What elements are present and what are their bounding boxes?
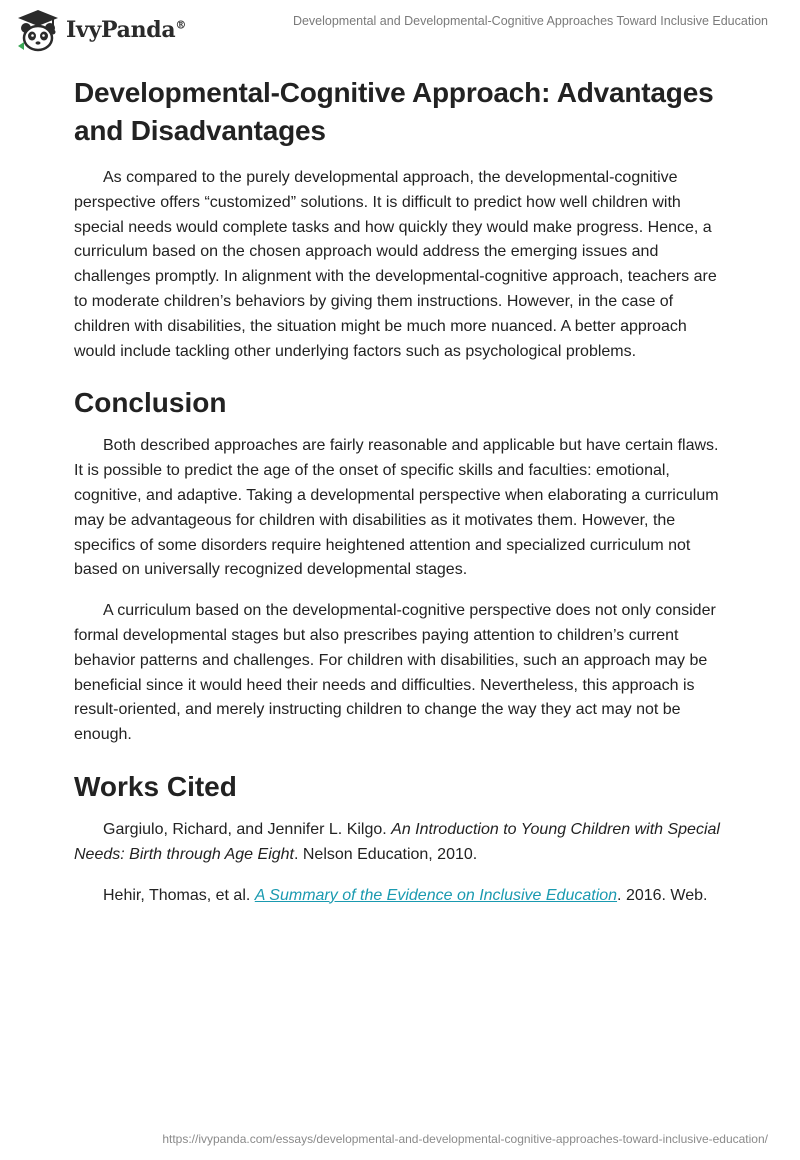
section-heading-conclusion: Conclusion — [74, 387, 227, 419]
citation-title: An Introduction to Young Children with Special Needs: Birth through Age Eight — [74, 820, 720, 863]
section-heading-dev-cognitive: Developmental-Cognitive Approach: Advantages and Disadvantages — [74, 77, 714, 146]
citation-authors: Gargiulo, Richard, and Jennifer L. Kilgo. — [103, 820, 392, 838]
citation-authors: Hehir, Thomas, et al. — [103, 886, 255, 904]
citation-details: . Nelson Education, 2010. — [293, 845, 478, 863]
citation-entry — [74, 818, 730, 868]
paragraph: As compared to the purely developmental approach, the developmental-cognitive perspective offers “customized” solutions. It is difficult to predict how well children with special needs would complete tasks and how quickly they would make progress. Hence, a curriculum based on the chosen approach would address the emerging issues and challenges promptly. In alignment with the developmental-cognitive approach, teachers are to moderate children’s behaviors by giving them instructions. However, in the case of children with disabilities, the situation might be much more nuanced. A better approach would include tackling other underlying factors such as psychological problems. — [74, 169, 717, 360]
citation-link[interactable]: A Summary of the Evidence on Inclusive Education — [254, 886, 618, 904]
paragraph: Both described approaches are fairly reasonable and applicable but have certain flaws. It is possible to predict the age of the onset of specific skills and faculties: emotional, cognitive, and adaptive. Taking a developmental perspective when elaborating a curriculum may be advantageous for children with disabilities as it motivates them. However, the specifics of some disorders require heightened attention and specialized curriculum not based on universally recognized developmental stages. — [74, 437, 719, 579]
brand-name: IvyPanda® — [66, 17, 187, 43]
citation-entry — [74, 884, 730, 909]
ivypanda-logo[interactable] — [14, 8, 186, 52]
paragraph: A curriculum based on the developmental-cognitive perspective does not only consider formal developmental stages but also prescribes paying attention to children’s current behavior patterns and challenges. For children with disabilities, such an approach may be beneficial since it would heed their needs and difficulties. Nevertheless, this approach is result-oriented, and merely instructing children to change the way they act may not be enough. — [74, 602, 716, 744]
document-title: Developmental and Developmental-Cognitive Approaches Toward Inclusive Education — [292, 14, 768, 28]
page-header — [0, 0, 800, 70]
essay-content — [74, 74, 730, 924]
registered-mark: ® — [175, 18, 187, 32]
section-heading-works-cited: Works Cited — [74, 770, 237, 802]
citation-details: . 2016. Web. — [617, 886, 708, 904]
panda-graduate-icon — [14, 8, 62, 52]
footer-source-url[interactable]: https://ivypanda.com/essays/developmental-and-developmental-cognitive-approaches-toward-inclusive-education/ — [162, 1132, 768, 1146]
